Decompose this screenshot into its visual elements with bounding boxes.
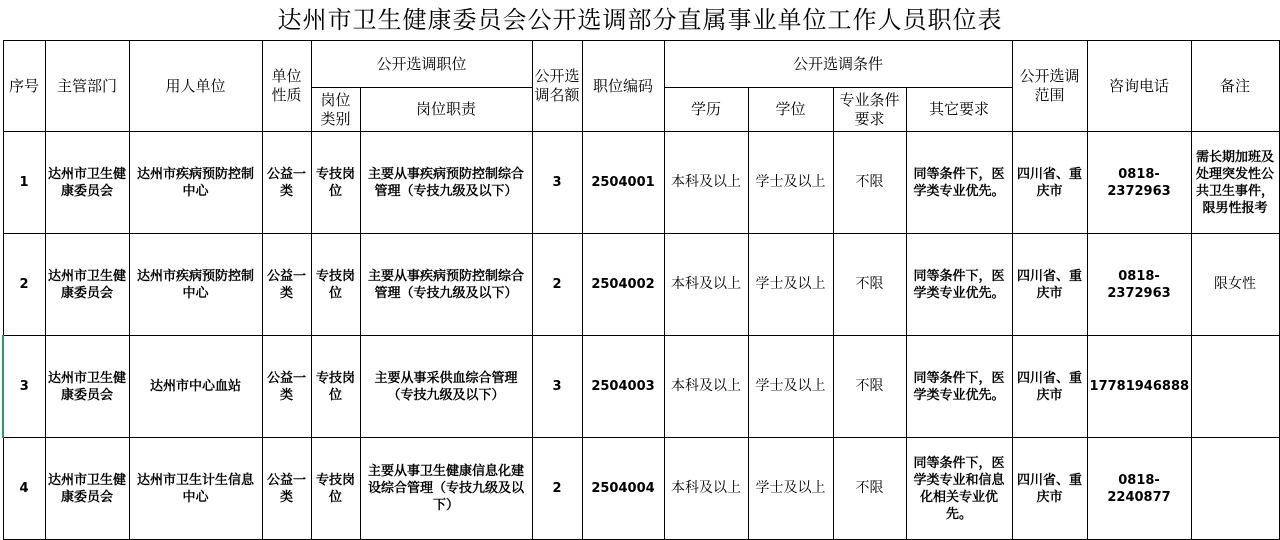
cell-major: 不限 (833, 336, 906, 438)
cell-education: 本科及以上 (664, 132, 748, 234)
cell-nature: 公益一类 (262, 438, 311, 540)
page-title: 达州市卫生健康委员会公开选调部分直属事业单位工作人员职位表 (277, 6, 1003, 34)
cell-unit: 达州市卫生计生信息中心 (129, 438, 262, 540)
cell-major: 不限 (833, 132, 906, 234)
header-unit: 用人单位 (129, 41, 262, 132)
cell-dept: 达州市卫生健康委员会 (45, 234, 129, 336)
cell-scope: 四川省、重庆市 (1012, 438, 1087, 540)
cell-seq: 2 (3, 234, 45, 336)
header-degree: 学位 (748, 88, 833, 132)
header-education: 学历 (664, 88, 748, 132)
table-row (3, 132, 1279, 234)
cell-quota: 2 (532, 438, 582, 540)
cell-duties: 主要从事疾病预防控制综合管理（专技九级及以下） (360, 234, 532, 336)
header-scope: 公开选调范围 (1012, 41, 1087, 132)
cell-degree: 学士及以上 (748, 234, 833, 336)
cell-duties: 主要从事采供血综合管理（专技九级及以下） (360, 336, 532, 438)
cell-other: 同等条件下，医学类专业优先。 (906, 132, 1012, 234)
cell-dept: 达州市卫生健康委员会 (45, 132, 129, 234)
header-post-type: 岗位类别 (311, 88, 360, 132)
cell-other: 同等条件下，医学类专业和信息化相关专业优先。 (906, 438, 1012, 540)
cell-seq: 4 (3, 438, 45, 540)
cell-remark (1191, 438, 1279, 540)
cell-quota: 2 (532, 234, 582, 336)
header-quota: 公开选调名额 (532, 41, 582, 132)
cell-scope: 四川省、重庆市 (1012, 132, 1087, 234)
cell-degree: 学士及以上 (748, 438, 833, 540)
header-code: 职位编码 (582, 41, 664, 132)
cell-post-type: 专技岗位 (311, 438, 360, 540)
cell-nature: 公益一类 (262, 234, 311, 336)
header-row-1 (3, 41, 1279, 88)
cell-phone: 0818-2372963 (1087, 132, 1191, 234)
cell-major: 不限 (833, 234, 906, 336)
cell-major: 不限 (833, 438, 906, 540)
cell-post-type: 专技岗位 (311, 336, 360, 438)
header-duties: 岗位职责 (360, 88, 532, 132)
cell-unit: 达州市疾病预防控制中心 (129, 234, 262, 336)
cell-phone: 17781946888 (1087, 336, 1191, 438)
cell-code: 2504004 (582, 438, 664, 540)
cell-education: 本科及以上 (664, 438, 748, 540)
cell-degree: 学士及以上 (748, 336, 833, 438)
cell-unit: 达州市中心血站 (129, 336, 262, 438)
cell-nature: 公益一类 (262, 336, 311, 438)
header-conditions-group: 公开选调条件 (664, 41, 1012, 88)
cell-degree: 学士及以上 (748, 132, 833, 234)
cell-duties: 主要从事疾病预防控制综合管理（专技九级及以下） (360, 132, 532, 234)
header-major: 专业条件要求 (833, 88, 906, 132)
cell-seq: 3 (3, 336, 45, 438)
header-position-group: 公开选调职位 (311, 41, 532, 88)
cell-remark: 需长期加班及处理突发性公共卫生事件，限男性报考 (1191, 132, 1279, 234)
cell-dept: 达州市卫生健康委员会 (45, 438, 129, 540)
cell-dept: 达州市卫生健康委员会 (45, 336, 129, 438)
cell-post-type: 专技岗位 (311, 132, 360, 234)
cell-nature: 公益一类 (262, 132, 311, 234)
cell-scope: 四川省、重庆市 (1012, 234, 1087, 336)
header-seq: 序号 (3, 41, 45, 132)
header-other: 其它要求 (906, 88, 1012, 132)
header-phone: 咨询电话 (1087, 41, 1191, 132)
cell-code: 2504003 (582, 336, 664, 438)
table-row (3, 234, 1279, 336)
cell-quota: 3 (532, 336, 582, 438)
cell-code: 2504001 (582, 132, 664, 234)
header-dept: 主管部门 (45, 41, 129, 132)
cell-unit: 达州市疾病预防控制中心 (129, 132, 262, 234)
header-remark: 备注 (1191, 41, 1279, 132)
cell-other: 同等条件下，医学类专业优先。 (906, 234, 1012, 336)
cell-post-type: 专技岗位 (311, 234, 360, 336)
cell-other: 同等条件下，医学类专业优先。 (906, 336, 1012, 438)
cell-scope: 四川省、重庆市 (1012, 336, 1087, 438)
cell-duties: 主要从事卫生健康信息化建设综合管理（专技九级及以下） (360, 438, 532, 540)
cell-code: 2504002 (582, 234, 664, 336)
cell-phone: 0818-2240877 (1087, 438, 1191, 540)
header-unit-nature: 单位性质 (262, 41, 311, 132)
cell-quota: 3 (532, 132, 582, 234)
table-row (3, 438, 1279, 540)
cell-remark: 限女性 (1191, 234, 1279, 336)
cell-seq: 1 (3, 132, 45, 234)
cell-education: 本科及以上 (664, 336, 748, 438)
cell-phone: 0818-2372963 (1087, 234, 1191, 336)
cell-remark (1191, 336, 1279, 438)
table-row (3, 336, 1279, 438)
positions-table (2, 40, 1280, 540)
cell-education: 本科及以上 (664, 234, 748, 336)
